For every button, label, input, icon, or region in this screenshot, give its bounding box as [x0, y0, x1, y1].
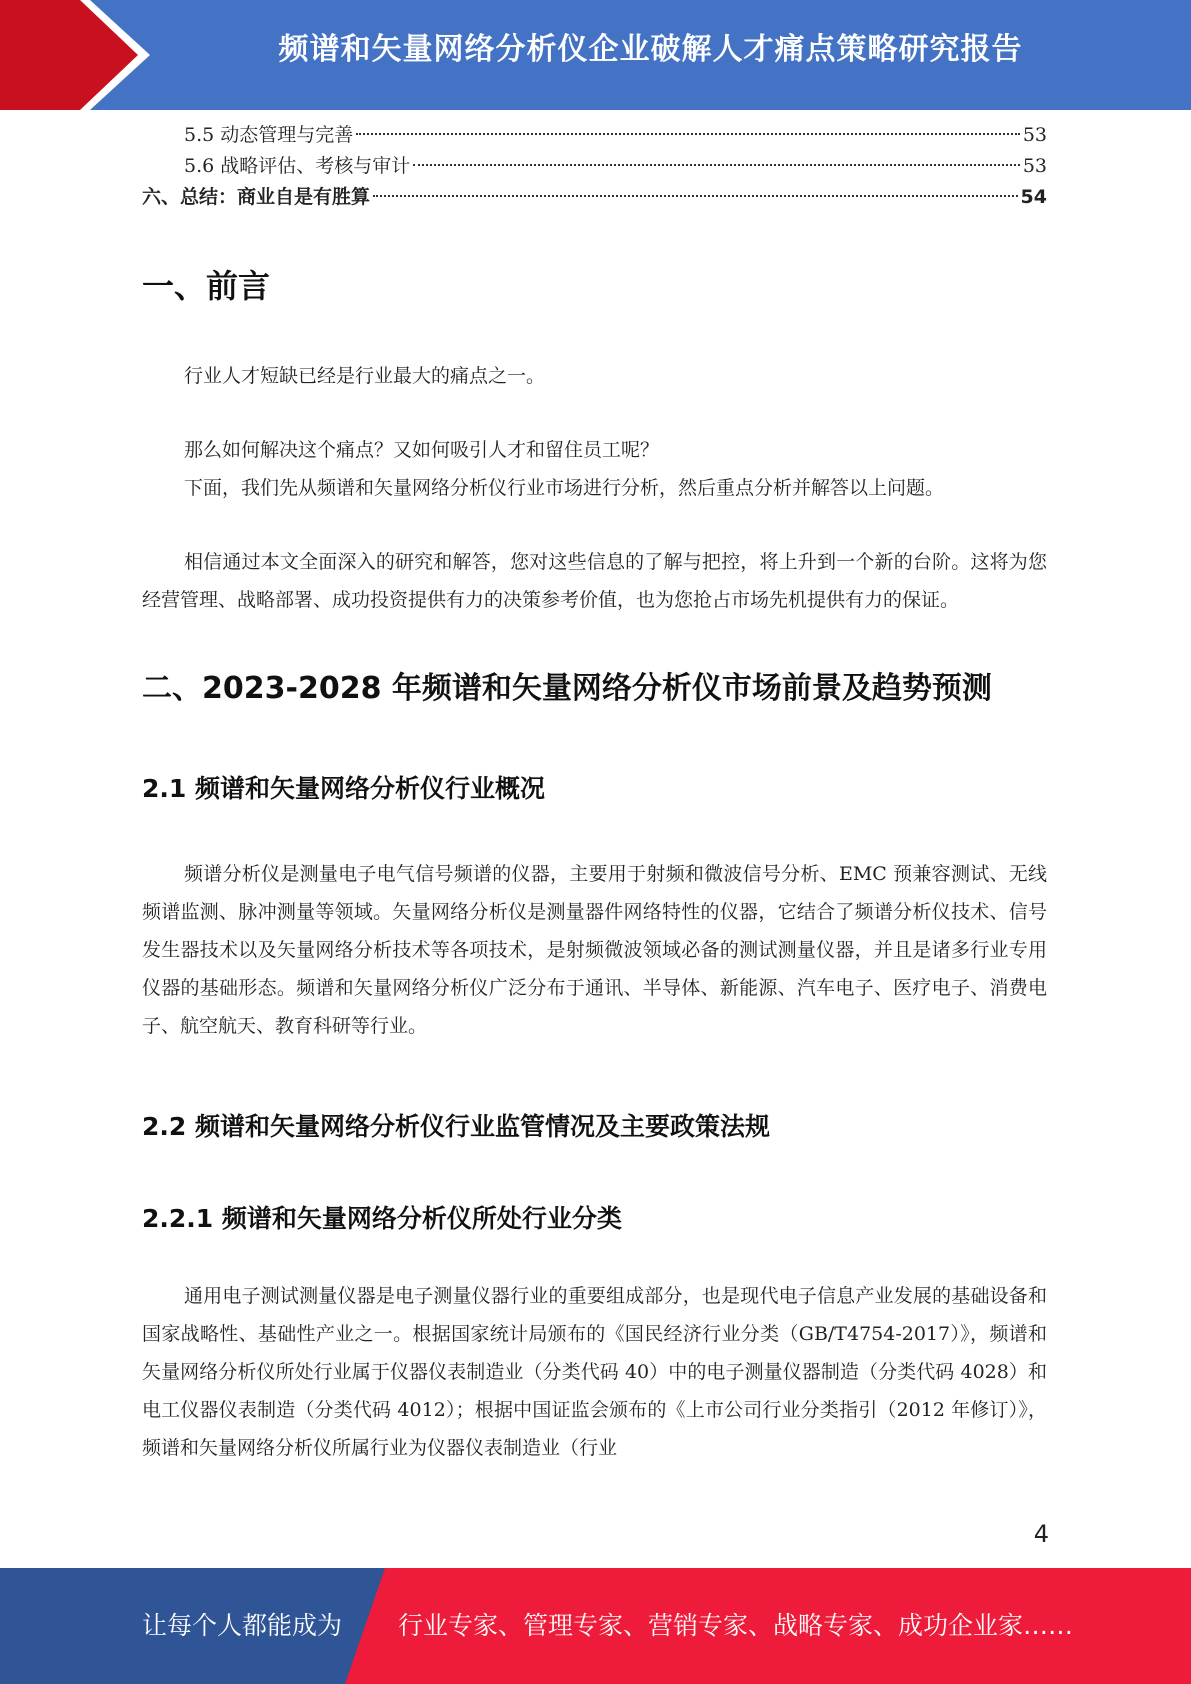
toc-leader-dots — [356, 133, 1020, 135]
toc-item[interactable] — [142, 120, 1047, 151]
toc-item-label: 5.6 战略评估、考核与审计 — [184, 155, 411, 177]
page-header — [0, 0, 1191, 110]
paragraph: 频谱分析仪是测量电子电气信号频谱的仪器，主要用于射频和微波信号分析、EMC 预兼容测试、无线频谱监测、脉冲测量等领域。矢量网络分析仪是测量器件网络特性的仪器，它结合了频谱分析仪技术、信号发生器技术以及矢量网络分析技术等各项技术，是射频微波领域必备的测试测量仪器，并且是诸多行业专用仪器的基础形态。频谱和矢量网络分析仪广泛分布于通讯、半导体、新能源、汽车电子、医疗电子、消费电子、航空航天、教育科研等行业。 — [142, 863, 1047, 1037]
page-content — [142, 120, 1047, 1467]
section-heading: 一、前言 — [142, 267, 271, 305]
toc-item[interactable] — [142, 182, 1047, 213]
paragraph: 行业人才短缺已经是行业最大的痛点之一。 — [184, 365, 546, 387]
toc-leader-dots — [373, 195, 1018, 197]
subsection-heading: 2.2.1 频谱和矢量网络分析仪所处行业分类 — [142, 1204, 622, 1233]
footer-slogan-right: 行业专家、管理专家、营销专家、战略专家、成功企业家…… — [398, 1611, 1074, 1640]
toc-leader-dots — [413, 164, 1020, 166]
toc-item-page: 53 — [1022, 155, 1047, 177]
paragraph: 那么如何解决这个痛点？又如何吸引人才和留住员工呢？ — [184, 439, 660, 461]
toc-item-label: 5.5 动态管理与完善 — [184, 124, 354, 146]
footer-slogan-left: 让每个人都能成为 — [142, 1611, 343, 1640]
page-number: 4 — [1033, 1520, 1049, 1548]
section-heading: 二、2023-2028 年频谱和矢量网络分析仪市场前景及趋势预测 — [142, 671, 992, 706]
subsection-heading: 2.2 频谱和矢量网络分析仪行业监管情况及主要政策法规 — [142, 1112, 770, 1141]
header-chevron-decoration — [0, 0, 160, 110]
header-title: 频谱和矢量网络分析仪企业破解人才痛点策略研究报告 — [278, 32, 1023, 67]
toc-item-page: 54 — [1020, 186, 1047, 208]
paragraph: 相信通过本文全面深入的研究和解答，您对这些信息的了解与把控，将上升到一个新的台阶。这将为您经营管理、战略部署、成功投资提供有力的决策参考价值，也为您抢占市场先机提供有力的保证。 — [142, 551, 1047, 611]
toc-item[interactable] — [142, 151, 1047, 182]
paragraph: 下面，我们先从频谱和矢量网络分析仪行业市场进行分析，然后重点分析并解答以上问题。 — [184, 477, 945, 499]
paragraph: 通用电子测试测量仪器是电子测量仪器行业的重要组成部分，也是现代电子信息产业发展的基础设备和国家战略性、基础性产业之一。根据国家统计局颁布的《国民经济行业分类（GB/T4754-2017）》，频谱和矢量网络分析仪所处行业属于仪器仪表制造业（分类代码 40）中的电子测量仪器制造（分类代码 4028）和电工仪器仪表制造（分类代码 4012）；根据中国证监会颁布的《上市公司行业分类指引（2012 年修订）》，频谱和矢量网络分析仪所属行业为仪器仪表制造业（行业 — [142, 1285, 1047, 1459]
page-footer — [0, 1568, 1191, 1684]
toc-item-page: 53 — [1022, 124, 1047, 146]
subsection-heading: 2.1 频谱和矢量网络分析仪行业概况 — [142, 774, 545, 803]
toc-item-label: 六、总结：商业自是有胜算 — [142, 186, 371, 208]
